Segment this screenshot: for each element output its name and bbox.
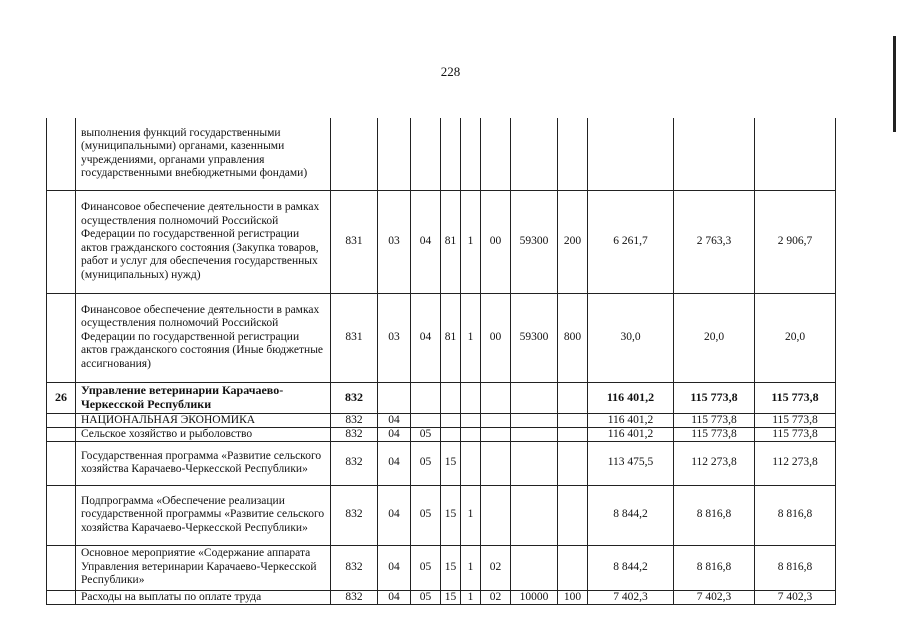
amount-year-1: 6 261,7 [588,190,674,293]
code-direction [511,485,558,545]
code-section [378,118,411,190]
amount-year-2: 8 816,8 [674,545,755,590]
amount-year-3: 115 773,8 [755,413,836,427]
code-program: 15 [441,441,461,485]
amount-year-1 [588,118,674,190]
code-event [481,382,511,413]
amount-year-3 [755,118,836,190]
code-direction: 10000 [511,590,558,604]
code-direction [511,427,558,441]
code-program [441,382,461,413]
row-number [47,441,76,485]
code-ministry: 832 [331,441,378,485]
table-row [47,545,836,590]
code-event [481,118,511,190]
code-section: 04 [378,413,411,427]
table-row [47,441,836,485]
row-number [47,427,76,441]
row-number [47,190,76,293]
code-subsection [411,382,441,413]
code-program: 15 [441,590,461,604]
code-program: 81 [441,190,461,293]
code-section: 04 [378,441,411,485]
code-subsection: 05 [411,441,441,485]
amount-year-3: 20,0 [755,293,836,382]
code-subprogram [461,118,481,190]
amount-year-2: 115 773,8 [674,413,755,427]
row-name: Подпрограмма «Обеспечение реализации государственной программы «Развитие сельского хозяйства Карачаево-Черкесской Республики» [76,485,331,545]
code-expense-type [558,441,588,485]
code-section: 04 [378,485,411,545]
table-row [47,190,836,293]
code-section: 04 [378,545,411,590]
table-row [47,293,836,382]
code-event [481,485,511,545]
row-name: Финансовое обеспечение деятельности в рамках осуществления полномочий Российской Федерации по государственной регистрации актов гражданского состояния (Закупка товаров, работ и услуг для обеспечения государственных (муниципальных) нужд) [76,190,331,293]
code-subsection: 05 [411,590,441,604]
row-number [47,545,76,590]
code-section [378,382,411,413]
row-number: 26 [47,382,76,413]
row-name: Финансовое обеспечение деятельности в рамках осуществления полномочий Российской Федерации по государственной регистрации актов гражданского состояния (Иные бюджетные ассигнования) [76,293,331,382]
code-subprogram: 1 [461,293,481,382]
amount-year-3: 7 402,3 [755,590,836,604]
page-number: 228 [440,64,461,79]
table-row [47,590,836,604]
amount-year-2: 115 773,8 [674,427,755,441]
amount-year-2: 7 402,3 [674,590,755,604]
row-name: Основное мероприятие «Содержание аппарата Управления ветеринарии Карачаево-Черкесской Республики» [76,545,331,590]
row-number [47,590,76,604]
code-ministry: 831 [331,190,378,293]
amount-year-1: 116 401,2 [588,413,674,427]
code-subprogram [461,441,481,485]
amount-year-3: 8 816,8 [755,545,836,590]
table-row [47,427,836,441]
amount-year-3: 8 816,8 [755,485,836,545]
code-section: 04 [378,427,411,441]
code-expense-type: 100 [558,590,588,604]
amount-year-1: 113 475,5 [588,441,674,485]
row-number [47,293,76,382]
code-ministry: 831 [331,293,378,382]
amount-year-2 [674,118,755,190]
code-ministry: 832 [331,590,378,604]
code-expense-type [558,118,588,190]
code-event: 00 [481,293,511,382]
row-number [47,413,76,427]
code-ministry: 832 [331,382,378,413]
amount-year-3: 112 273,8 [755,441,836,485]
code-expense-type [558,413,588,427]
code-direction [511,545,558,590]
amount-year-2: 112 273,8 [674,441,755,485]
amount-year-2: 20,0 [674,293,755,382]
code-subsection [411,118,441,190]
code-direction [511,441,558,485]
row-name: Сельское хозяйство и рыболовство [76,427,331,441]
code-subsection: 04 [411,293,441,382]
code-expense-type [558,545,588,590]
code-event [481,413,511,427]
code-subprogram: 1 [461,590,481,604]
code-event: 00 [481,190,511,293]
code-subprogram [461,413,481,427]
code-direction: 59300 [511,190,558,293]
code-program: 81 [441,293,461,382]
code-direction [511,413,558,427]
row-name: выполнения функций государственными (муниципальными) органами, казенными учреждениями, органами управления государственными внебюджетными фондами) [76,118,331,190]
code-expense-type: 800 [558,293,588,382]
code-program [441,413,461,427]
code-direction [511,382,558,413]
code-subprogram [461,382,481,413]
amount-year-1: 8 844,2 [588,485,674,545]
code-expense-type [558,485,588,545]
row-name: Расходы на выплаты по оплате труда [76,590,331,604]
amount-year-3: 2 906,7 [755,190,836,293]
code-ministry: 832 [331,427,378,441]
code-direction [511,118,558,190]
code-subsection: 04 [411,190,441,293]
budget-table [46,118,836,605]
code-ministry [331,118,378,190]
code-expense-type [558,382,588,413]
row-name: Государственная программа «Развитие сельского хозяйства Карачаево-Черкесской Республики» [76,441,331,485]
code-program [441,427,461,441]
code-expense-type: 200 [558,190,588,293]
code-section: 03 [378,293,411,382]
amount-year-1: 116 401,2 [588,382,674,413]
page-edge-mark [893,36,896,132]
amount-year-3: 115 773,8 [755,382,836,413]
code-program: 15 [441,545,461,590]
code-subsection: 05 [411,427,441,441]
table-row [47,413,836,427]
amount-year-1: 116 401,2 [588,427,674,441]
code-ministry: 832 [331,545,378,590]
row-number [47,118,76,190]
code-subsection: 05 [411,485,441,545]
code-ministry: 832 [331,485,378,545]
table-row [47,118,836,190]
amount-year-2: 115 773,8 [674,382,755,413]
table-row [47,485,836,545]
row-number [47,485,76,545]
code-subprogram: 1 [461,190,481,293]
code-event: 02 [481,545,511,590]
amount-year-3: 115 773,8 [755,427,836,441]
code-event [481,427,511,441]
amount-year-2: 8 816,8 [674,485,755,545]
amount-year-2: 2 763,3 [674,190,755,293]
row-name: НАЦИОНАЛЬНАЯ ЭКОНОМИКА [76,413,331,427]
code-subsection [411,413,441,427]
amount-year-1: 8 844,2 [588,545,674,590]
code-program: 15 [441,485,461,545]
code-subsection: 05 [411,545,441,590]
row-name: Управление ветеринарии Карачаево-Черкесской Республики [76,382,331,413]
code-direction: 59300 [511,293,558,382]
amount-year-1: 7 402,3 [588,590,674,604]
code-subprogram: 1 [461,485,481,545]
code-event: 02 [481,590,511,604]
code-expense-type [558,427,588,441]
code-program [441,118,461,190]
amount-year-1: 30,0 [588,293,674,382]
code-section: 03 [378,190,411,293]
table-row [47,382,836,413]
code-subprogram: 1 [461,545,481,590]
code-subprogram [461,427,481,441]
code-event [481,441,511,485]
code-ministry: 832 [331,413,378,427]
code-section: 04 [378,590,411,604]
